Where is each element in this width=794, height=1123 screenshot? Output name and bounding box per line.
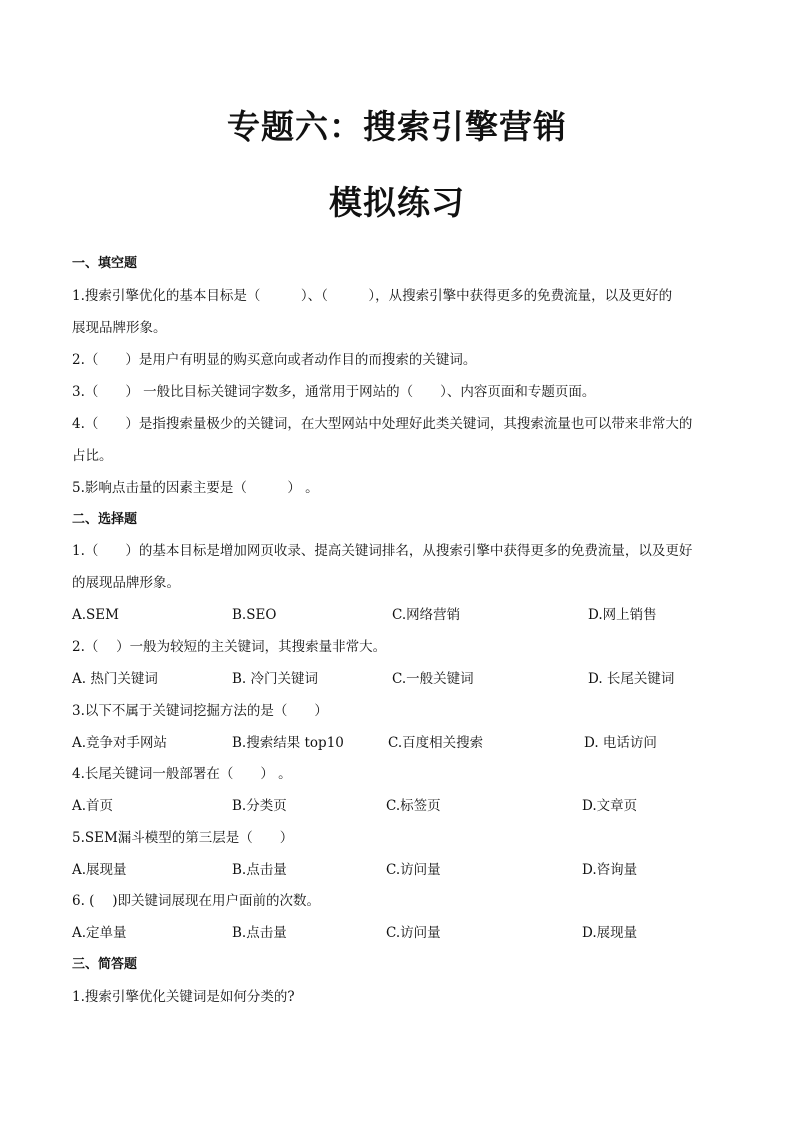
choice-q1-option-a: A.SEM	[72, 607, 119, 623]
section-heading-fill-in: 一、填空题	[72, 256, 138, 271]
choice-question-4: 4.长尾关键词一般部署在（ ） 。	[72, 766, 292, 782]
choice-q6-option-c: C.访问量	[386, 925, 441, 941]
choice-q4-option-b: B.分类页	[232, 798, 287, 814]
choice-q4-option-a: A.首页	[72, 798, 114, 814]
fill-question-4-cont: 占比。	[72, 448, 113, 464]
section-heading-short-answer: 三、简答题	[72, 957, 138, 972]
choice-q3-option-b: B.搜索结果 top10	[232, 735, 344, 751]
choice-q6-option-d: D.展现量	[582, 925, 638, 941]
choice-question-1: 1.（ ）的基本目标是增加网页收录、提高关键词排名，从搜索引擎中获得更多的免费流量，以及更好	[72, 543, 693, 559]
choice-question-6: 6. ( )即关键词展现在用户面前的次数。	[72, 893, 320, 909]
choice-question-5: 5.SEM漏斗模型的第三层是（ ）	[72, 830, 294, 846]
choice-q5-option-a: A.展现量	[72, 862, 127, 878]
choice-q6-option-a: A.定单量	[72, 925, 127, 941]
choice-q5-option-d: D.咨询量	[582, 862, 638, 878]
choice-question-2: 2.（ ）一般为较短的主关键词，其搜索量非常大。	[72, 639, 387, 655]
choice-q1-option-c: C.网络营销	[392, 607, 461, 623]
choice-q1-option-d: D.网上销售	[588, 607, 657, 623]
choice-question-3: 3.以下不属于关键词挖掘方法的是（ ）	[72, 703, 328, 719]
choice-q4-option-c: C.标签页	[386, 798, 441, 814]
choice-q2-option-d: D. 长尾关键词	[588, 671, 675, 687]
choice-q6-option-b: B.点击量	[232, 925, 287, 941]
fill-question-2: 2.（ ）是用户有明显的购买意向或者动作目的而搜索的关键词。	[72, 352, 477, 368]
fill-question-4: 4.（ ）是指搜索量极少的关键词，在大型网站中处理好此类关键词，其搜索流量也可以带来非常大的	[72, 416, 693, 432]
choice-q3-option-c: C.百度相关搜索	[388, 735, 484, 751]
choice-q5-option-b: B.点击量	[232, 862, 287, 878]
choice-question-1-cont: 的展现品牌形象。	[72, 575, 180, 591]
choice-q2-option-a: A. 热门关键词	[72, 671, 158, 687]
short-question-1: 1.搜索引擎优化关键词是如何分类的?	[72, 989, 295, 1005]
choice-q3-option-a: A.竞争对手网站	[72, 735, 168, 751]
choice-q5-option-c: C.访问量	[386, 862, 441, 878]
choice-q2-option-b: B. 冷门关键词	[232, 671, 319, 687]
choice-q3-option-d: D. 电话访问	[584, 735, 657, 751]
page-subtitle: 模拟练习	[329, 183, 465, 222]
choice-q4-option-d: D.文章页	[582, 798, 638, 814]
page-title: 专题六：搜索引擎营销	[227, 107, 567, 146]
fill-question-1: 1.搜索引擎优化的基本目标是（ ）、（ ），从搜索引擎中获得更多的免费流量，以及更好的	[72, 288, 673, 304]
fill-question-3: 3.（ ） 一般比目标关键词字数多，通常用于网站的（ ）、内容页面和专题页面。	[72, 384, 596, 400]
fill-question-1-cont: 展现品牌形象。	[72, 320, 167, 336]
fill-question-5: 5.影响点击量的因素主要是（ ） 。	[72, 480, 319, 496]
choice-q2-option-c: C.一般关键词	[392, 671, 474, 687]
section-heading-choice: 二、选择题	[72, 512, 138, 527]
choice-q1-option-b: B.SEO	[232, 607, 277, 623]
